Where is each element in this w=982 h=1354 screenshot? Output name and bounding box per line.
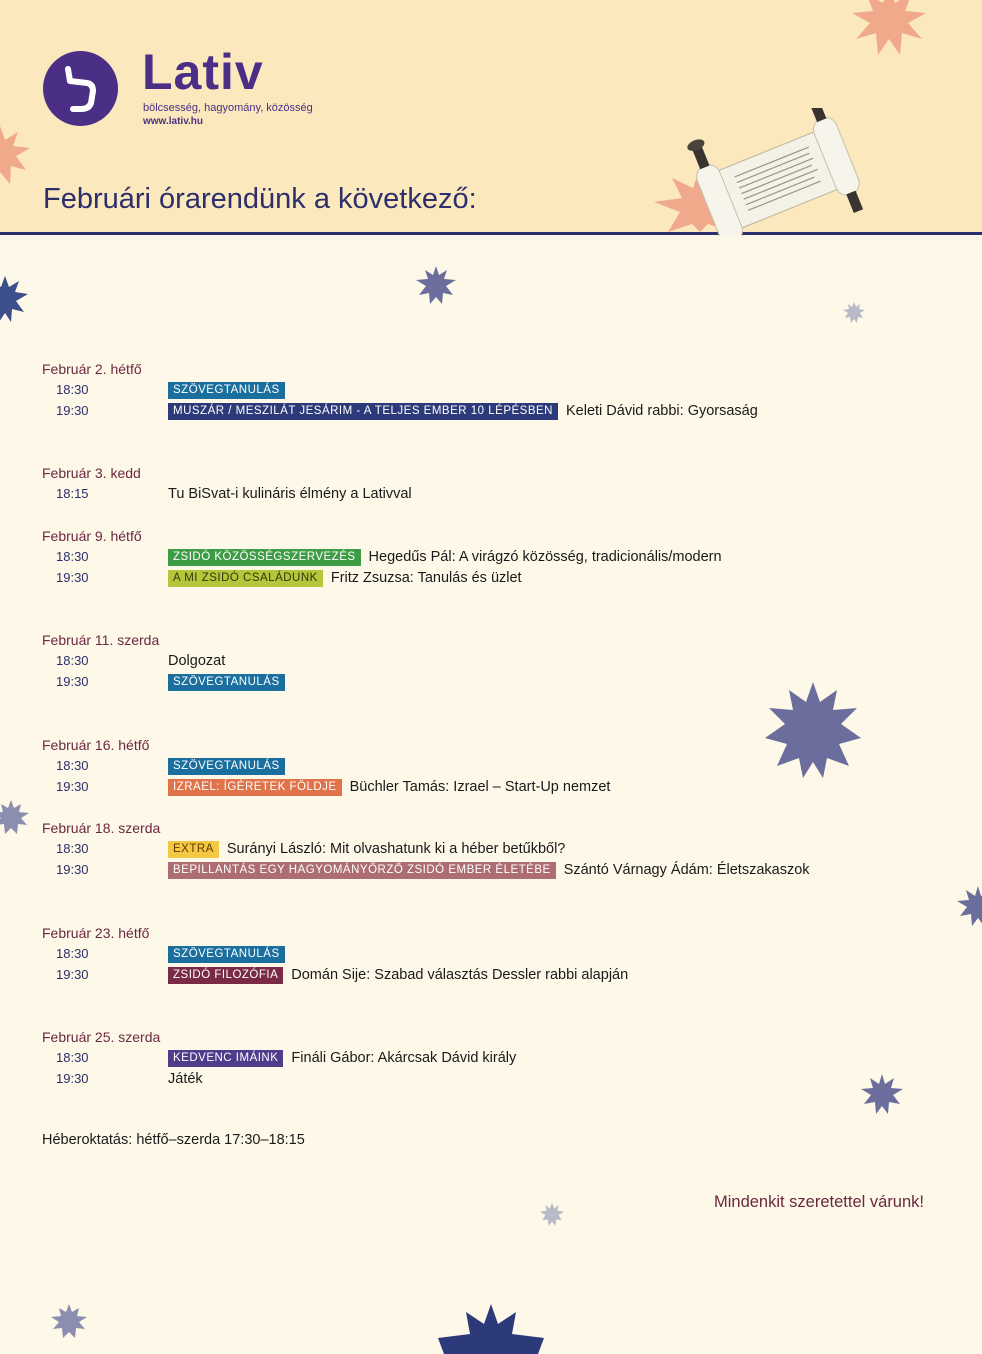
day-heading: Február 3. kedd (42, 465, 141, 481)
event-title: Büchler Tamás: Izrael – Start-Up nemzet (349, 779, 611, 795)
category-badge: SZÖVEGTANULÁS (168, 382, 285, 399)
day-heading: Február 11. szerda (42, 632, 160, 648)
event-title: Hegedűs Pál: A virágzó közösség, tradicionális/modern (368, 549, 722, 565)
star-decoration-icon (540, 1203, 564, 1227)
header-band (0, 0, 982, 235)
event-title: Szántó Várnagy Ádám: Életszakaszok (563, 862, 810, 878)
event-content (168, 672, 293, 692)
category-badge: BEPILLANTÁS EGY HAGYOMÁNYŐRZŐ ZSIDÓ EMBER ÉLETÉBE (168, 862, 556, 879)
star-decoration-icon (0, 800, 30, 838)
day-heading: Február 18. szerda (42, 820, 161, 836)
logo-icon (43, 51, 118, 126)
brand-url[interactable]: www.lativ.hu (143, 116, 204, 127)
time-label: 18:15 (56, 486, 89, 501)
star-decoration-icon (0, 276, 28, 326)
event-content (168, 1048, 516, 1068)
star-decoration-icon (860, 1074, 904, 1118)
page-title: Februári órarendünk a következő: (43, 183, 477, 215)
hebrew-course-note (42, 1132, 305, 1148)
event-content (168, 484, 412, 504)
welcome-message: Mindenkit szeretettel várunk! (713, 1193, 924, 1211)
star-decoration-icon (415, 266, 457, 308)
category-badge: ZSIDÓ FILOZÓFIA (168, 967, 283, 984)
hebrew-course-schedule: hétfő–szerda 17:30–18:15 (136, 1132, 305, 1148)
star-decoration-icon (843, 302, 865, 324)
day-heading: Február 23. hétfő (42, 925, 150, 941)
event-content (168, 1069, 203, 1089)
event-content (168, 777, 610, 797)
time-label: 19:30 (56, 674, 89, 689)
time-label: 18:30 (56, 758, 89, 773)
star-decoration-icon (765, 682, 861, 778)
event-title: Domán Sije: Szabad választás Dessler rabbi alapján (291, 967, 629, 983)
event-content (168, 965, 628, 985)
event-content (168, 401, 758, 421)
time-label: 18:30 (56, 382, 89, 397)
star-decoration-icon (50, 1304, 88, 1342)
time-label: 18:30 (56, 653, 89, 668)
category-badge: SZÖVEGTANULÁS (168, 674, 285, 691)
event-content (168, 651, 225, 671)
day-heading: Február 2. hétfő (42, 361, 142, 377)
event-title: Surányi László: Mit olvashatunk ki a héber betűkből? (226, 841, 566, 857)
event-title: Fritz Zsuzsa: Tanulás és üzlet (330, 570, 522, 586)
time-label: 19:30 (56, 779, 89, 794)
category-badge: A MI ZSIDÓ CSALÁDUNK (168, 570, 323, 587)
time-label: 19:30 (56, 1071, 89, 1086)
time-label: 19:30 (56, 862, 89, 877)
time-label: 19:30 (56, 570, 89, 585)
event-title: Tu BiSvat-i kulináris élmény a Lativval (168, 486, 412, 502)
star-decoration-icon (438, 1304, 544, 1354)
time-label: 19:30 (56, 967, 89, 982)
category-badge: IZRAEL: ÍGÉRETEK FÖLDJE (168, 779, 342, 796)
hebrew-course-label: Héberoktatás: (42, 1132, 133, 1148)
time-label: 19:30 (56, 403, 89, 418)
event-title: Dolgozat (168, 653, 226, 669)
category-badge: SZÖVEGTANULÁS (168, 946, 285, 963)
day-heading: Február 25. szerda (42, 1029, 161, 1045)
event-content (168, 839, 565, 859)
event-content (168, 568, 522, 588)
event-title: Keleti Dávid rabbi: Gyorsaság (566, 403, 758, 419)
day-heading: Február 16. hétfő (42, 737, 150, 753)
event-content (168, 756, 293, 776)
category-badge: SZÖVEGTANULÁS (168, 758, 285, 775)
event-content (168, 547, 722, 567)
event-content (168, 380, 293, 400)
time-label: 18:30 (56, 549, 89, 564)
category-badge: ZSIDÓ KÖZÖSSÉGSZERVEZÉS (168, 549, 361, 566)
category-badge: MUSZÁR / MESZILÁT JESÁRIM - A TELJES EMBER 10 LÉPÉSBEN (168, 403, 558, 420)
event-title: Fináli Gábor: Akárcsak Dávid király (291, 1050, 517, 1066)
event-title: Játék (168, 1071, 203, 1087)
time-label: 18:30 (56, 841, 89, 856)
event-content (168, 860, 810, 880)
brand-name: Lativ (142, 44, 264, 100)
day-heading: Február 9. hétfő (42, 528, 142, 544)
category-badge: KEDVENC IMÁINK (168, 1050, 283, 1067)
star-decoration-icon (0, 126, 30, 186)
torah-scroll-icon (676, 108, 882, 236)
star-decoration-icon (956, 886, 982, 930)
time-label: 18:30 (56, 946, 89, 961)
brand-tagline: bölcsesség, hagyomány, közösség (143, 102, 313, 114)
time-label: 18:30 (56, 1050, 89, 1065)
star-decoration-icon (850, 0, 928, 55)
event-content (168, 944, 293, 964)
category-badge: EXTRA (168, 841, 219, 858)
